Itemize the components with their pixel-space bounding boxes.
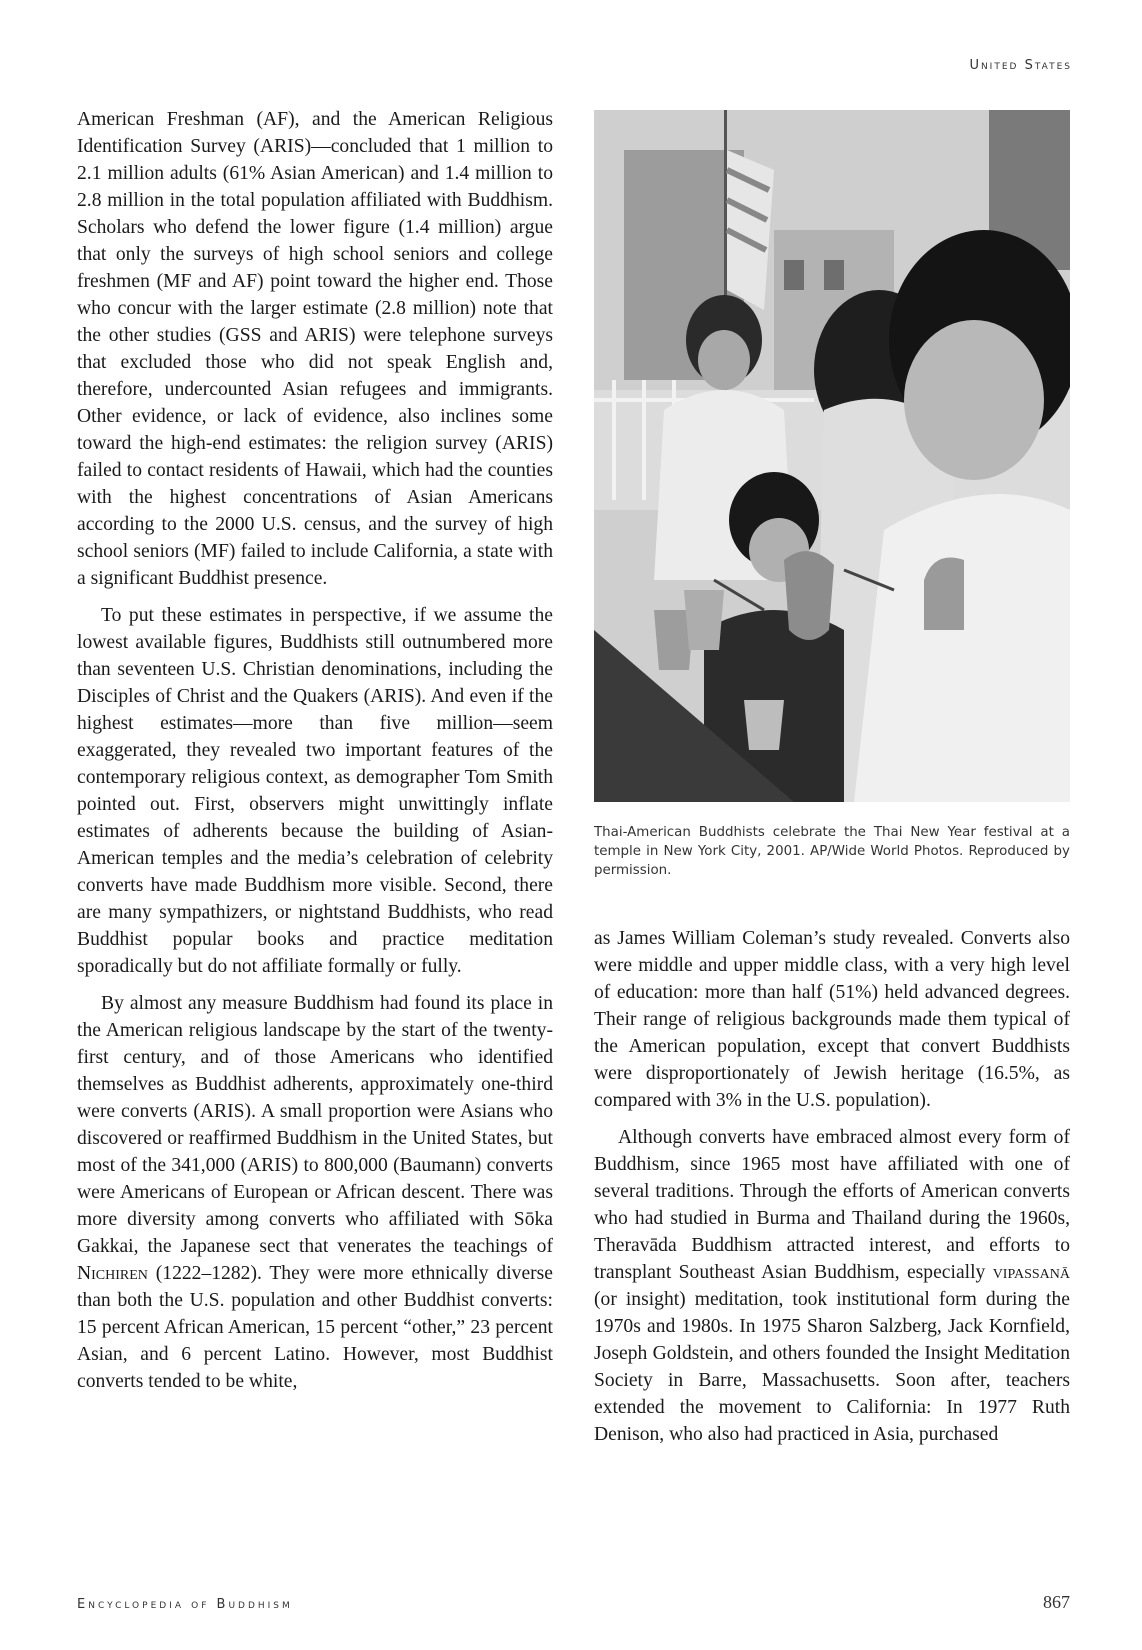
cross-reference-link[interactable]: vipassanā xyxy=(992,1262,1070,1283)
paragraph-text: (1222–1282). They were more ethnically diverse than both the U.S. population and other Buddhist converts: 15 percent African American, 15 percent “other,” 23 percent Asian, and 6 percent Latino. However, most Buddhist converts tended to be white, xyxy=(77,1263,553,1392)
running-head: United States xyxy=(969,58,1072,73)
paragraph xyxy=(594,1124,1070,1448)
footer-title: Encyclopedia of Buddhism xyxy=(77,1597,293,1612)
paragraph-text: By almost any measure Buddhism had found its place in the American religious landscape by the start of the twenty-first century, and of those Americans who identified themselves as Buddhist adherents, approximately one-third were converts (ARIS). A small proportion were Asians who discovered or reaffirmed Buddhism in the United States, but most of the 341,000 (ARIS) to 800,000 (Baumann) converts were Americans of European or African descent. There was more diversity among converts who affiliated with Sōka Gakkai, the Japanese sect that venerates the teachings of xyxy=(77,993,553,1257)
left-column xyxy=(77,106,553,1405)
photo-illustration xyxy=(594,110,1070,802)
right-column xyxy=(594,925,1070,1458)
page-number: 867 xyxy=(1043,1592,1070,1612)
paragraph: as James William Coleman’s study revealed. Converts also were middle and upper middle class, with a very high level of education: more than half (51%) held advanced degrees. Their range of religious backgrounds made them typical of the American population, except that convert Buddhists were disproportionately of Jewish heritage (16.5%, as compared with 3% in the U.S. population). xyxy=(594,928,1070,1111)
paragraph: American Freshman (AF), and the American Religious Identification Survey (ARIS)—concluded that 1 million to 2.1 million adults (61% Asian American) and 1.4 million to 2.8 million in the total population affiliated with Buddhism. Scholars who defend the lower figure (1.4 million) argue that only the surveys of high school seniors and college freshmen (MF and AF) point toward the higher end. Those who concur with the larger estimate (2.8 million) note that the other studies (GSS and ARIS) were telephone surveys that excluded those who did not speak English and, therefore, undercounted Asian refugees and immigrants. Other evidence, or lack of evidence, also inclines some toward the high-end estimates: the religion survey (ARIS) failed to contact residents of Hawaii, which had the counties with the highest concentrations of Asian Americans according to the 2000 U.S. census, and the survey of high school seniors (MF) failed to include California, a state with a significant Buddhist presence. xyxy=(77,109,553,589)
cross-reference-link[interactable]: Nichiren xyxy=(77,1263,148,1284)
photograph xyxy=(594,110,1070,802)
paragraph xyxy=(77,990,553,1395)
paragraph-text: Although converts have embraced almost every form of Buddhism, since 1965 most have affiliated with one of several traditions. Through the efforts of American converts who had studied in Burma and Thailand during the 1960s, Theravāda Buddhism attracted interest, and efforts to transplant Southeast Asian Buddhism, especially xyxy=(594,1127,1070,1283)
paragraph: To put these estimates in perspective, if we assume the lowest available figures, Buddhists still outnumbered more than seventeen U.S. Christian denominations, including the Disciples of Christ and the Quakers (ARIS). And even if the highest estimates—more than five million—seem exaggerated, they revealed two important features of the contemporary religious context, as demographer Tom Smith pointed out. First, observers might unwittingly inflate estimates of adherents because the building of Asian-American temples and the media’s celebration of celebrity converts have made Buddhism more visible. Second, there are many sympathizers, or nightstand Buddhists, who read Buddhist popular books and practice meditation sporadically but do not affiliate formally or fully. xyxy=(77,605,553,977)
photo-caption: Thai-American Buddhists celebrate the Thai New Year festival at a temple in New York City, 2001. AP/Wide World Photos. Reproduced by permission. xyxy=(594,825,1070,878)
paragraph-text: (or insight) meditation, took institutional form during the 1970s and 1980s. In 1975 Sharon Salzberg, Jack Kornfield, Joseph Goldstein, and others founded the Insight Meditation Society in Barre, Massachusetts. Soon after, teachers extended the movement to California: In 1977 Ruth Denison, who also had practiced in Asia, purchased xyxy=(594,1289,1070,1445)
